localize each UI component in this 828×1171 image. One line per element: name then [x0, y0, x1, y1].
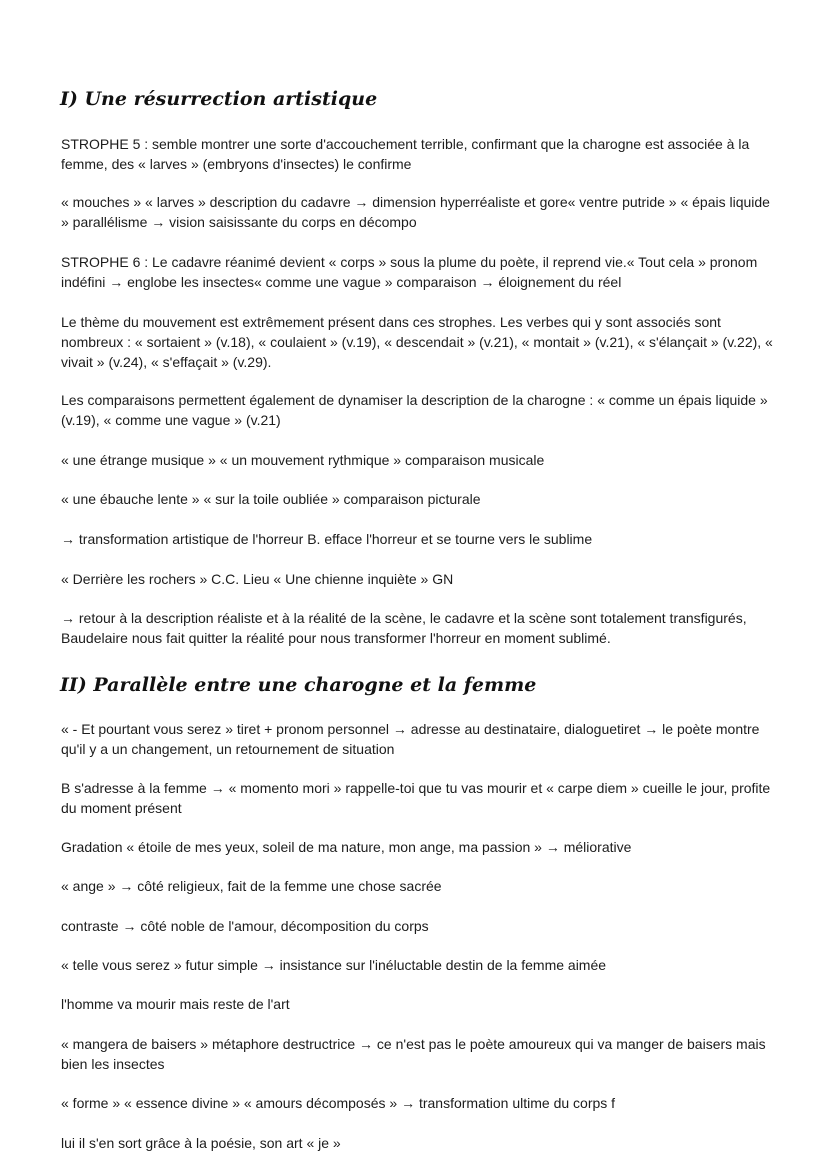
paragraph-mouvement: Le thème du mouvement est extrêmement présent dans ces strophes. Les verbes qui y sont associés sont nombreux : « sortaient » (v.18), « coulaient » (v.19), « descendait » (v.21), « montait » (v.21), « s'élançait » (v.22), « vivait » (v.24), « s'effaçait » (v.29).	[61, 314, 773, 370]
paragraph-transformation: → transformation artistique de l'horreur B. efface l'horreur et se tourne vers le sublime	[61, 531, 593, 547]
paragraph-homme-art: l'homme va mourir mais reste de l'art	[61, 996, 290, 1012]
paragraph-gradation: Gradation « étoile de mes yeux, soleil de ma nature, mon ange, ma passion » → méliorative	[61, 839, 632, 855]
paragraph-mouches-larves: « mouches » « larves » description du cadavre → dimension hyperréaliste et gore« ventre putride » « épais liquide » parallélisme → vision saisissante du corps en décompo	[61, 194, 770, 230]
section-2-title: II) Parallèle entre une charogne et la femme	[60, 674, 537, 696]
paragraph-rochers: « Derrière les rochers » C.C. Lieu « Une chienne inquiète » GN	[61, 571, 454, 587]
paragraph-comparaisons: Les comparaisons permettent également de dynamiser la description de la charogne : « comme un épais liquide » (v.19), « comme une vague » (v.21)	[61, 392, 768, 428]
paragraph-contraste: contraste → côté noble de l'amour, décomposition du corps	[61, 918, 429, 934]
paragraph-retour: → retour à la description réaliste et à la réalité de la scène, le cadavre et la scène sont totalement transfigurés, Baudelaire nous fait quitter la réalité pour nous transformer l'horreur en moment sublimé.	[61, 610, 747, 646]
paragraph-futur-simple: « telle vous serez » futur simple → insistance sur l'inéluctable destin de la femme aimée	[61, 957, 607, 973]
section-1-title: I) Une résurrection artistique	[60, 88, 378, 110]
paragraph-musique: « une étrange musique » « un mouvement rythmique » comparaison musicale	[61, 452, 545, 468]
paragraph-strophe-6: STROPHE 6 : Le cadavre réanimé devient « corps » sous la plume du poète, il reprend vie.« Tout cela » pronom indéfini → englobe les insectes« comme une vague » comparaison → éloignement du réel	[61, 254, 758, 290]
paragraph-strophe-5: STROPHE 5 : semble montrer une sorte d'accouchement terrible, confirmant que la charogne est associée à la femme, des « larves » (embryons d'insectes) le confirme	[61, 136, 750, 172]
paragraph-poesie: lui il s'en sort grâce à la poésie, son art « je »	[61, 1135, 341, 1151]
paragraph-ange: « ange » → côté religieux, fait de la femme une chose sacrée	[61, 878, 442, 894]
paragraph-forme: « forme » « essence divine » « amours décomposés » → transformation ultime du corps f	[61, 1095, 616, 1111]
paragraph-baisers: « mangera de baisers » métaphore destructrice → ce n'est pas le poète amoureux qui va manger de baisers mais bien les insectes	[61, 1036, 766, 1072]
paragraph-momento-mori: B s'adresse à la femme → « momento mori » rappelle-toi que tu vas mourir et « carpe diem » cueille le jour, profite du moment présent	[61, 780, 771, 816]
paragraph-tiret: « - Et pourtant vous serez » tiret + pronom personnel → adresse au destinataire, dialoguetiret → le poète montre qu'il y a un changement, un retournement de situation	[61, 721, 760, 757]
paragraph-ebauche: « une ébauche lente » « sur la toile oubliée » comparaison picturale	[61, 491, 481, 507]
